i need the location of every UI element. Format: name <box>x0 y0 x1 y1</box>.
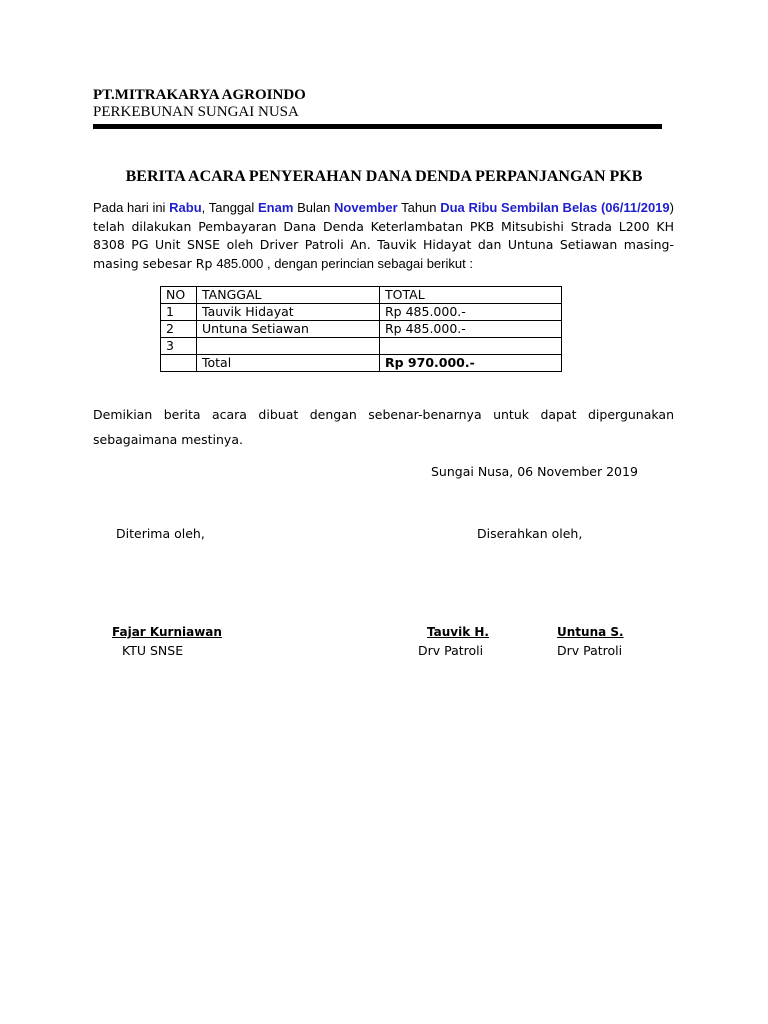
table-cell: 3 <box>161 338 197 355</box>
table-header-cell: TOTAL <box>380 287 562 304</box>
table-row <box>161 338 562 355</box>
closing-paragraph: Demikian berita acara dibuat dengan sebenar-benarnya untuk dapat dipergunakan sebagaimana mestinya. <box>93 407 674 447</box>
date-number: 06/11/2019 <box>605 200 670 215</box>
total-label: Total <box>197 355 380 372</box>
year-word: Dua Ribu Sembilan Belas <box>440 200 598 215</box>
table-cell: Tauvik Hidayat <box>197 304 380 321</box>
table-header-cell: NO <box>161 287 197 304</box>
amount: 485.000 <box>216 255 264 271</box>
document-title: BERITA ACARA PENYERAHAN DANA DENDA PERPANJANGAN PKB <box>125 168 643 185</box>
date-word: Enam <box>257 200 294 215</box>
company-name: PT.MITRAKARYA AGROINDO <box>93 87 306 103</box>
table-cell: 1 <box>161 304 197 321</box>
intro-text: , Tanggal <box>201 200 258 215</box>
table-header-row <box>161 287 562 304</box>
month-name: November <box>334 200 398 215</box>
table-header-cell: TANGGAL <box>197 287 380 304</box>
intro-paragraph <box>93 199 674 273</box>
received-by-label: Diterima oleh, <box>116 526 205 541</box>
table-row <box>161 321 562 338</box>
table-cell: Rp 485.000.- <box>380 304 562 321</box>
handed-by-label: Diserahkan oleh, <box>477 526 583 541</box>
table-row <box>161 304 562 321</box>
table-cell <box>197 338 380 355</box>
signatory-name: Tauvik H. <box>427 625 489 639</box>
intro-tail: , dengan perincian sebagai berikut : <box>263 255 473 271</box>
signatory-role: Drv Patroli <box>557 643 623 658</box>
table-cell <box>161 355 197 372</box>
intro-text: Bulan <box>293 200 335 215</box>
signatory-name: Fajar Kurniawan <box>112 625 222 639</box>
signatory-role: Drv Patroli <box>418 643 484 658</box>
estate-name: PERKEBUNAN SUNGAI NUSA <box>93 104 299 120</box>
table-total-row <box>161 355 562 372</box>
payment-table <box>160 286 562 372</box>
total-value: Rp 970.000.- <box>380 355 562 372</box>
signatory-name: Untuna S. <box>557 625 624 639</box>
day-name: Rabu <box>169 200 202 215</box>
table-cell <box>380 338 562 355</box>
table-cell: 2 <box>161 321 197 338</box>
intro-text: ) <box>669 200 674 215</box>
table-cell: Untuna Setiawan <box>197 321 380 338</box>
intro-body: telah dilakukan Pembayaran Dana Denda Keterlambatan PKB Mitsubishi Strada L200 KH 8308 PG Unit SNSE oleh Driver Patroli An. Tauvik Hidayat dan Untuna Setiawan masing-masing sebesar Rp <box>93 218 674 271</box>
intro-text: ( <box>597 200 606 215</box>
intro-text: Tahun <box>397 200 441 215</box>
intro-text: Pada hari ini <box>93 200 170 215</box>
place-date: Sungai Nusa, 06 November 2019 <box>431 464 638 479</box>
signatory-role: KTU SNSE <box>122 643 184 658</box>
header-rule <box>93 124 662 129</box>
table-cell: Rp 485.000.- <box>380 321 562 338</box>
